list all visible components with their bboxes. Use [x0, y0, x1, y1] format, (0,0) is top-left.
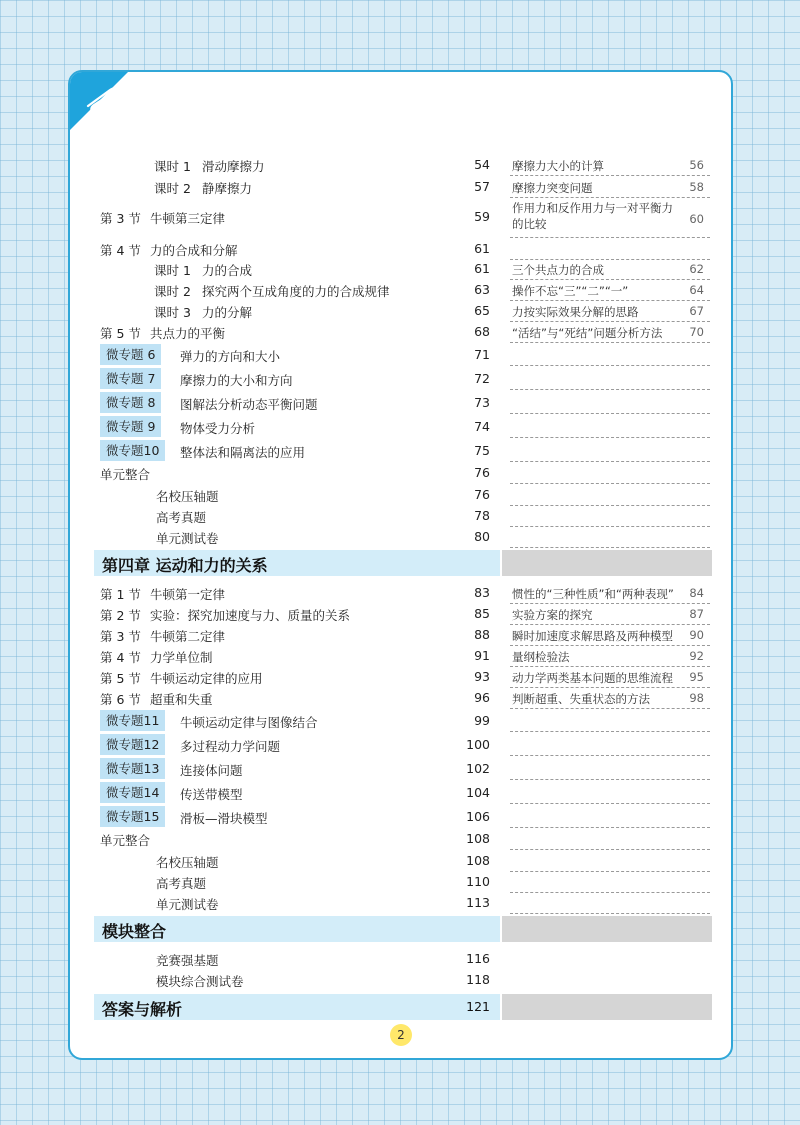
micro-topic-tag: 微专题 7 [100, 368, 161, 389]
note-blank-line [510, 758, 710, 780]
notes-header-band [502, 550, 712, 576]
note-line: 摩擦力大小的计算 56 [510, 154, 710, 176]
note-line: 三个共点力的合成 62 [510, 258, 710, 280]
toc-entry[interactable]: 模块综合测试卷 118 [156, 972, 490, 989]
toc-entry[interactable]: 单元测试卷 113 [156, 895, 490, 912]
micro-topic-tag: 微专题10 [100, 440, 165, 461]
toc-entry[interactable]: 第 5 节 牛顿运动定律的应用 93 [100, 669, 490, 686]
note-blank-line [510, 828, 710, 850]
note-line: 动力学两类基本问题的思维流程 95 [510, 666, 710, 688]
note-line: 实验方案的探究 87 [510, 603, 710, 625]
micro-topic-entry[interactable]: 微专题 7 摩擦力的大小和方向 72 [100, 368, 490, 389]
note-line: “活结”与“死结”问题分析方法 70 [510, 321, 710, 343]
note-line: 判断超重、失重状态的方法 98 [510, 687, 710, 709]
toc-entry[interactable]: 单元整合 76 [100, 465, 490, 482]
micro-topic-entry[interactable]: 微专题 9 物体受力分析 74 [100, 416, 490, 437]
note-blank-line [510, 871, 710, 893]
micro-topic-tag: 微专题 8 [100, 392, 161, 413]
note-blank-line [510, 526, 710, 548]
note-blank-line [510, 710, 710, 732]
note-blank-line [510, 368, 710, 390]
micro-topic-entry[interactable]: 微专题11 牛顿运动定律与图像结合 99 [100, 710, 490, 731]
toc-entry[interactable]: 单元整合 108 [100, 831, 490, 848]
micro-topic-entry[interactable]: 微专题12 多过程动力学问题 100 [100, 734, 490, 755]
micro-topic-entry[interactable]: 微专题13 连接体问题 102 [100, 758, 490, 779]
note-blank-line [510, 850, 710, 872]
toc-entry[interactable]: 第 5 节 共点力的平衡 68 [100, 324, 490, 341]
table-of-contents [70, 72, 731, 1058]
note-blank-line [510, 344, 710, 366]
micro-topic-entry[interactable]: 微专题10 整体法和隔离法的应用 75 [100, 440, 490, 461]
note-blank-line [510, 440, 710, 462]
note-blank-line [510, 416, 710, 438]
note-blank-line [510, 462, 710, 484]
toc-entry[interactable]: 第 4 节 力学单位制 91 [100, 648, 490, 665]
micro-topic-tag: 微专题12 [100, 734, 165, 755]
note-blank-line [510, 734, 710, 756]
toc-entry[interactable]: 高考真题 110 [156, 874, 490, 891]
note-line: 力按实际效果分解的思路 67 [510, 300, 710, 322]
toc-entry[interactable]: 课时 2 静摩擦力 57 [154, 179, 490, 196]
answers-header[interactable]: 答案与解析 121 [94, 994, 500, 1020]
note-line: 作用力和反作用力与一对平衡力的比较 60 [510, 198, 710, 238]
toc-entry[interactable]: 名校压轴题 76 [156, 487, 490, 504]
toc-card [68, 70, 733, 1060]
micro-topic-tag: 微专题13 [100, 758, 165, 779]
micro-topic-tag: 微专题15 [100, 806, 165, 827]
notes-header-band [502, 994, 712, 1020]
chapter-header[interactable]: 第四章 运动和力的关系 [94, 550, 500, 576]
toc-entry[interactable]: 第 3 节 牛顿第三定律 59 [100, 209, 490, 226]
note-blank-line [510, 392, 710, 414]
note-line: 惯性的“三种性质”和“两种表现” 84 [510, 582, 710, 604]
note-line: 摩擦力突变问题 58 [510, 176, 710, 198]
toc-entry[interactable]: 课时 2 探究两个互成角度的力的合成规律 63 [154, 282, 490, 299]
note-line: 瞬时加速度求解思路及两种模型 90 [510, 624, 710, 646]
micro-topic-entry[interactable]: 微专题 8 图解法分析动态平衡问题 73 [100, 392, 490, 413]
note-blank-line [510, 782, 710, 804]
micro-topic-tag: 微专题 9 [100, 416, 161, 437]
note-line [510, 238, 710, 260]
toc-entry[interactable]: 第 3 节 牛顿第二定律 88 [100, 627, 490, 644]
toc-entry[interactable]: 第 6 节 超重和失重 96 [100, 690, 490, 707]
toc-entry[interactable]: 竞赛强基题 116 [156, 951, 490, 968]
toc-entry[interactable]: 课时 1 力的合成 61 [154, 261, 490, 278]
toc-entry[interactable]: 课时 3 力的分解 65 [154, 303, 490, 320]
note-line: 量纲检验法 92 [510, 645, 710, 667]
toc-entry[interactable]: 单元测试卷 80 [156, 529, 490, 546]
toc-entry[interactable]: 第 4 节 力的合成和分解 61 [100, 241, 490, 258]
module-header[interactable]: 模块整合 [94, 916, 500, 942]
toc-entry[interactable]: 课时 1 滑动摩擦力 54 [154, 157, 490, 174]
note-blank-line [510, 484, 710, 506]
notes-header-band [502, 916, 712, 942]
micro-topic-entry[interactable]: 微专题15 滑板—滑块模型 106 [100, 806, 490, 827]
micro-topic-entry[interactable]: 微专题 6 弹力的方向和大小 71 [100, 344, 490, 365]
toc-entry[interactable]: 第 2 节 实验：探究加速度与力、质量的关系 85 [100, 606, 490, 623]
micro-topic-tag: 微专题14 [100, 782, 165, 803]
micro-topic-tag: 微专题 6 [100, 344, 161, 365]
note-blank-line [510, 892, 710, 914]
note-blank-line [510, 806, 710, 828]
toc-entry[interactable]: 高考真题 78 [156, 508, 490, 525]
micro-topic-entry[interactable]: 微专题14 传送带模型 104 [100, 782, 490, 803]
toc-entry[interactable]: 名校压轴题 108 [156, 853, 490, 870]
toc-entry[interactable]: 第 1 节 牛顿第一定律 83 [100, 585, 490, 602]
note-blank-line [510, 505, 710, 527]
page-number-badge: 2 [390, 1024, 412, 1046]
note-line: 操作不忘“三”“二”“一” 64 [510, 279, 710, 301]
micro-topic-tag: 微专题11 [100, 710, 165, 731]
